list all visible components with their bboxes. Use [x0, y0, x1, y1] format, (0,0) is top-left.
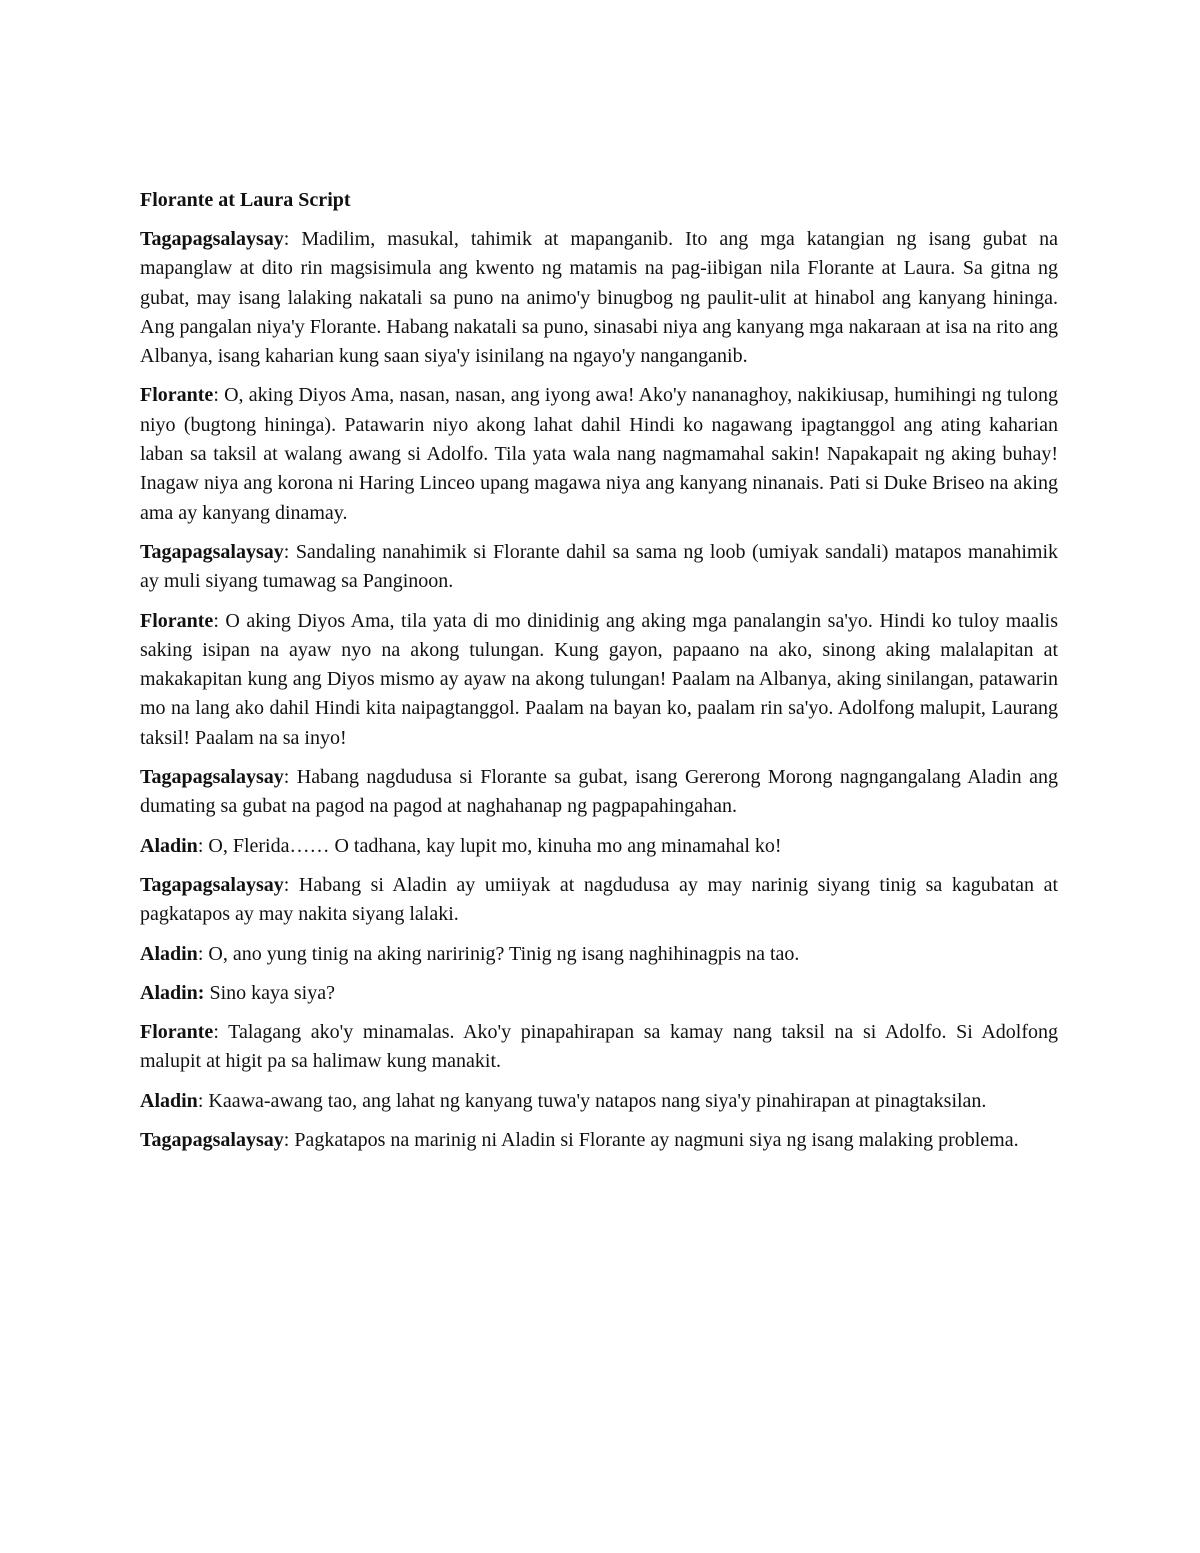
dialogue-text: Talagang ako'y minamalas. Ako'y pinapahirapan sa kamay nang taksil na si Adolfo. Si Adolfong malupit at higit pa sa halimaw kung manakit.	[140, 1021, 1058, 1073]
speaker-name: Florante	[140, 1021, 214, 1044]
dialogue-text: O, aking Diyos Ama, nasan, nasan, ang iyong awa! Ako'y nananaghoy, nakikiusap, humihingi ng tulong niyo (bugtong hininga). Patawarin niyo akong lahat dahil Hindi ko nagawang ipagtanggol ang ating kaharian laban sa taksil at walang awang si Adolfo. Tila yata wala nang nagmamahal sakin! Napakapait ng aking buhay! Inagaw niya ang korona ni Haring Linceo upang magawa niya ang kanyang ninanais. Pati si Duke Briseo na aking ama ay kanyang dinamay.	[140, 384, 1058, 524]
script-paragraph	[140, 832, 1058, 861]
dialogue-text: Sino kaya siya?	[209, 981, 335, 1004]
speaker-name: Tagapagsalaysay	[140, 228, 284, 250]
speaker-name: Florante	[140, 609, 214, 632]
speaker-separator: :	[283, 540, 296, 563]
dialogue-text: O, ano yung tinig na aking naririnig? Tinig ng isang naghihinagpis na tao.	[208, 942, 800, 965]
document-title: Florante at Laura Script	[140, 189, 351, 211]
speaker-name: Aladin	[140, 834, 198, 857]
dialogue-text: Madilim, masukal, tahimik at mapanganib. Ito ang mga katangian ng isang gubat na mapanglaw at dito rin magsisimula ang kwento ng matamis na pag-iibigan nila Florante at Laura. Sa gitna ng gubat, may isang lalaking nakatali sa puno na animo'y binugbog ng paulit-ulit at hinabol ang kanyang hininga. Ang pangalan niya'y Florante. Habang nakatali sa puno, sinasabi niya ang kanyang mga nakaraan at isa na rito ang Albanya, isang kaharian kung saan siya'y isinilang na ngayo'y nanganganib.	[140, 228, 1058, 368]
speaker-name: Tagapagsalaysay	[140, 766, 284, 789]
dialogue-text: Kaawa-awang tao, ang lahat ng kanyang tuwa'y natapos nang siya'y pinahirapan at pinagtaksilan.	[208, 1089, 987, 1112]
speaker-name: Tagapagsalaysay	[140, 873, 284, 896]
speaker-separator: :	[213, 609, 226, 632]
speaker-name: Tagapagsalaysay	[140, 540, 284, 563]
script-paragraph	[140, 381, 1058, 527]
dialogue-text: Habang nagdudusa si Florante sa gubat, isang Gererong Morong nagngangalang Aladin ang dumating sa gubat na pagod na pagod at naghahanap ng pagpapahingahan.	[140, 766, 1058, 818]
speaker-separator: :	[283, 1129, 295, 1152]
script-paragraphs	[140, 225, 1058, 1155]
script-paragraph	[140, 225, 1058, 371]
script-paragraph	[140, 763, 1058, 822]
speaker-name: Aladin:	[140, 981, 205, 1004]
script-paragraph	[140, 538, 1058, 597]
document-body	[140, 186, 1058, 1165]
script-paragraph	[140, 940, 1058, 969]
speaker-separator: :	[197, 834, 209, 857]
script-paragraph	[140, 1018, 1058, 1077]
dialogue-text: O, Flerida…… O tadhana, kay lupit mo, kinuha mo ang minamahal ko!	[208, 834, 782, 857]
script-paragraph	[140, 871, 1058, 930]
speaker-name: Tagapagsalaysay	[140, 1129, 284, 1152]
speaker-name: Aladin	[140, 1089, 198, 1112]
speaker-separator: :	[283, 766, 297, 789]
speaker-name: Aladin	[140, 942, 198, 965]
script-paragraph	[140, 979, 1058, 1008]
script-paragraph	[140, 1126, 1058, 1155]
dialogue-text: O aking Diyos Ama, tila yata di mo dinidinig ang aking mga panalangin sa'yo. Hindi ko tuloy maalis saking isipan na ayaw nyo na akong tulungan. Kung gayon, papaano na ako, sinong aking malalapitan at makakapitan kung ang Diyos mismo ay ayaw na akong tulungan! Paalam na Albanya, aking sinilangan, patawarin mo na lang ako dahil Hindi kita naipagtanggol. Paalam na bayan ko, paalam rin sa'yo. Adolfong malupit, Laurang taksil! Paalam na sa inyo!	[140, 609, 1058, 749]
script-paragraph	[140, 1087, 1058, 1116]
speaker-separator: :	[283, 228, 302, 250]
speaker-separator: :	[197, 942, 209, 965]
speaker-separator: :	[283, 873, 299, 896]
dialogue-text: Habang si Aladin ay umiiyak at nagdudusa ay may narinig siyang tinig sa kagubatan at pagkatapos ay may nakita siyang lalaki.	[140, 873, 1059, 926]
speaker-separator: :	[213, 384, 225, 407]
script-paragraph	[140, 607, 1058, 753]
speaker-separator: :	[197, 1089, 209, 1112]
dialogue-text: Sandaling nanahimik si Florante dahil sa sama ng loob (umiyak sandali) matapos manahimik ay muli siyang tumawag sa Panginoon.	[140, 540, 1059, 593]
dialogue-text: Pagkatapos na marinig ni Aladin si Florante ay nagmuni siya ng isang malaking problema.	[294, 1129, 1019, 1152]
speaker-separator: :	[213, 1021, 229, 1044]
speaker-name: Florante	[140, 384, 214, 407]
